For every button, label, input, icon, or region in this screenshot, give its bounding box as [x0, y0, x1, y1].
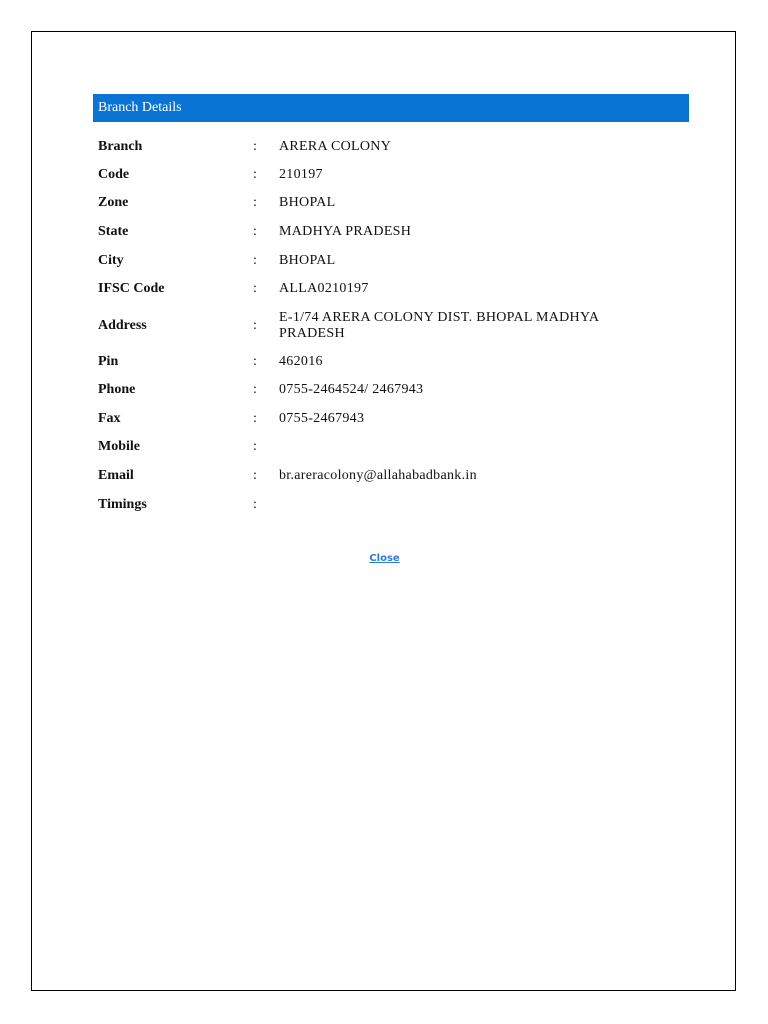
branch-details-table: [98, 132, 698, 520]
detail-value: 0755-2467943: [279, 410, 365, 426]
detail-label: Timings: [98, 497, 147, 512]
close-link[interactable]: Close: [369, 553, 400, 564]
detail-row-zone: [98, 189, 698, 217]
detail-label: Zone: [98, 195, 129, 210]
panel-title: Branch Details: [93, 94, 689, 122]
branch-details-window: [31, 31, 736, 991]
detail-separator: :: [253, 252, 257, 268]
detail-label: Email: [98, 467, 134, 483]
detail-row-phone: [98, 376, 698, 404]
detail-label: IFSC Code: [98, 281, 165, 296]
detail-separator: :: [253, 138, 257, 154]
detail-row-branch: [98, 132, 698, 161]
detail-value: BHOPAL: [279, 195, 336, 210]
detail-label: Phone: [98, 382, 136, 397]
detail-value: br.areracolony@allahabadbank.in: [279, 467, 477, 483]
detail-value: 210197: [279, 167, 323, 182]
detail-row-address: [98, 303, 698, 348]
detail-value: 0755-2464524/ 2467943: [279, 382, 424, 397]
detail-separator: :: [253, 223, 257, 239]
detail-label: Branch: [98, 138, 143, 154]
detail-label: State: [98, 223, 129, 239]
detail-separator: :: [253, 382, 257, 397]
detail-value: E-1/74 ARERA COLONY DIST. BHOPAL MADHYA PRADESH: [279, 309, 599, 341]
detail-label: Address: [98, 317, 147, 333]
detail-row-pin: [98, 348, 698, 376]
detail-row-mobile: [98, 433, 698, 461]
detail-row-timings: [98, 490, 698, 520]
detail-separator: :: [253, 410, 257, 426]
detail-separator: :: [253, 281, 257, 296]
detail-label: City: [98, 252, 124, 268]
detail-label: Code: [98, 167, 130, 182]
detail-row-email: [98, 461, 698, 490]
detail-label: Fax: [98, 410, 121, 426]
detail-label: Mobile: [98, 439, 140, 454]
detail-row-city: [98, 246, 698, 275]
detail-value: MADHYA PRADESH: [279, 223, 412, 239]
detail-separator: :: [253, 467, 257, 483]
detail-separator: :: [253, 195, 257, 210]
detail-row-ifsc-code: [98, 275, 698, 303]
detail-separator: :: [253, 354, 257, 369]
detail-value: ALLA0210197: [279, 281, 369, 296]
detail-separator: :: [253, 317, 257, 333]
detail-value: ARERA COLONY: [279, 138, 392, 154]
detail-value: 462016: [279, 354, 323, 369]
detail-separator: :: [253, 439, 257, 454]
detail-row-fax: [98, 404, 698, 433]
detail-row-code: [98, 161, 698, 189]
detail-label: Pin: [98, 354, 119, 369]
detail-value: BHOPAL: [279, 252, 336, 268]
detail-separator: :: [253, 497, 257, 512]
close-container: [32, 548, 737, 566]
detail-row-state: [98, 217, 698, 246]
detail-separator: :: [253, 167, 257, 182]
